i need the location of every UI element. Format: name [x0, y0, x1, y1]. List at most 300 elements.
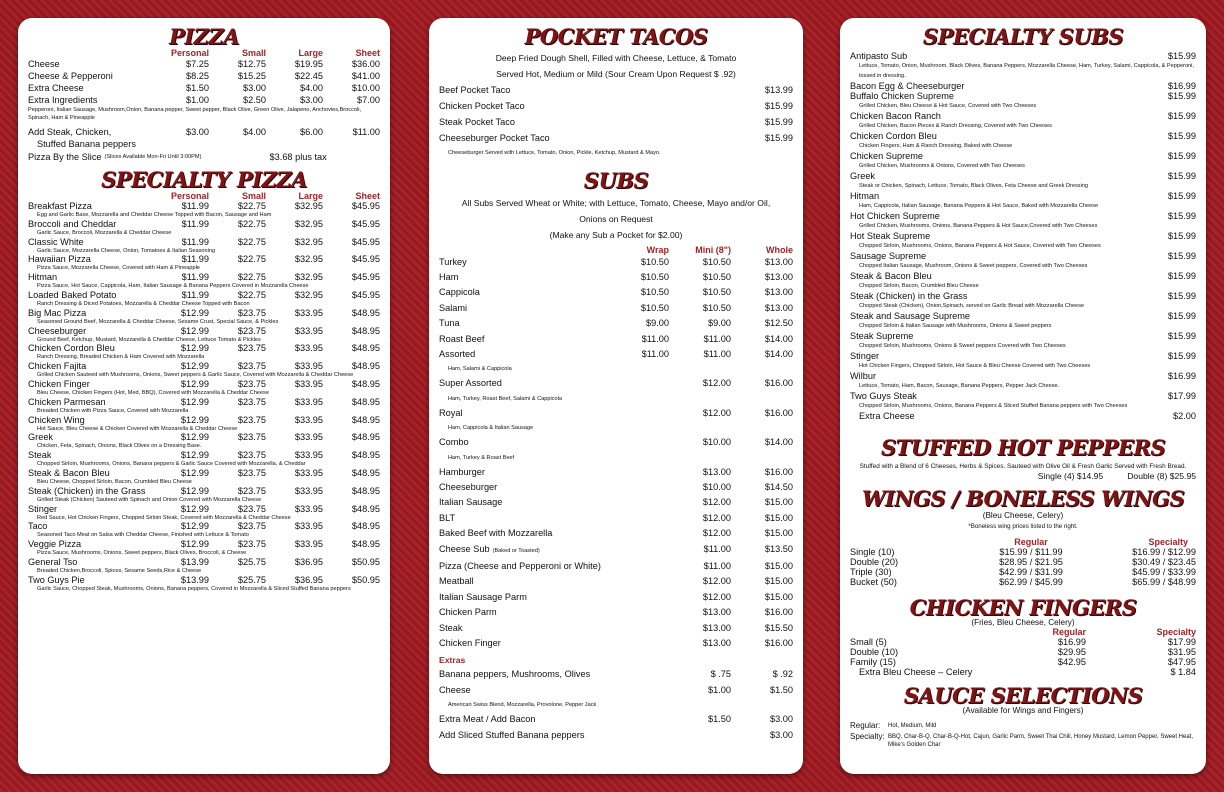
price: $33.95: [294, 325, 323, 336]
sub-row: [439, 285, 793, 300]
price: $33.95: [294, 467, 323, 478]
item-label: Salami: [439, 302, 468, 313]
price: $36.95: [294, 556, 323, 567]
item-name: Sausage Supreme: [850, 251, 927, 261]
taco-row: [439, 82, 793, 98]
item-name: [439, 636, 607, 651]
item-description: Grilled Chicken, Mushrooms, Onions, Banana Peppers & Hot Sauce,Covered with Two Cheeses: [859, 223, 1098, 229]
fingers-extra-price: $ 1.84: [1170, 667, 1196, 677]
item-name: [439, 605, 607, 620]
pocket-tacos-title: POCKET TACOS: [524, 24, 708, 49]
sub-row: [439, 728, 793, 743]
regular-price: $42.99 / $31.99: [999, 567, 1063, 577]
price: $3.00: [243, 83, 266, 93]
taco-row: [439, 98, 793, 114]
specialty-price: $45.99 / $33.99: [1132, 567, 1196, 577]
price: $15.99: [764, 101, 793, 111]
item-name: Buffalo Chicken Supreme: [850, 91, 955, 101]
fingers-row: [850, 637, 1196, 647]
item-name: Double (10): [850, 647, 899, 657]
item-name: Extra Ingredients: [28, 95, 98, 105]
specialty-pizza-list: [28, 201, 380, 593]
item-name: Hawaiian Pizza: [28, 254, 91, 265]
item-description: Chopped Sirloin & Italian Sausage with Mushrooms, Onions & Sweet peppers: [859, 323, 1052, 329]
item-name: [439, 435, 607, 450]
price: [607, 667, 669, 682]
price: $11.00: [703, 543, 731, 554]
item-name: Hot Steak Supreme: [850, 231, 931, 241]
item-name: Veggie Pizza: [28, 539, 82, 550]
item-name: [439, 465, 607, 480]
header-large: Large: [298, 191, 323, 201]
item-description: Hot Sauce, Bleu Cheese & Chicken Covered with Mozzarella & Cheddar Cheese: [37, 425, 238, 432]
slice-note: (Slices Available Mon-Fri Until 3:00PM): [104, 154, 202, 160]
addon-name: Add Steak, Chicken,: [28, 127, 112, 137]
price: $11.99: [181, 236, 209, 247]
price: $10.50: [640, 256, 669, 267]
item-name: Steak: [28, 450, 52, 461]
single-price: Single (4) $14.95: [1037, 471, 1104, 481]
specialty-sub-row: [850, 111, 1196, 121]
pizza-title: PIZZA: [168, 24, 240, 49]
price: $23.75: [237, 361, 266, 372]
pizza-row: [28, 70, 380, 82]
specialty-pizza-row: [28, 290, 380, 301]
price: $12.50: [764, 318, 793, 329]
item-name: Chicken Fajita: [28, 361, 87, 372]
price: [607, 376, 669, 391]
price: $12.99: [180, 539, 209, 550]
price: $22.75: [237, 201, 266, 211]
price: $6.00: [300, 127, 323, 137]
wings-headers: [850, 538, 1196, 547]
item-description: Lettuce, Tomato, Ham, Bacon, Sausage, Banana Peppers, Pepper Jack Cheese.: [859, 383, 1060, 389]
regular-price: $16.99: [1057, 637, 1086, 647]
price: $22.75: [237, 272, 266, 283]
specialty-pizza-row: [28, 486, 380, 497]
specialty-pizza-row: [28, 539, 380, 550]
item-name: Steak (Chicken) in the Grass: [850, 291, 968, 301]
specialty-pizza-row: [28, 326, 380, 337]
price: $32.95: [294, 236, 323, 247]
item-description: Chicken, Feta, Spinach, Onions, Black Olives on a Dressing Base.: [37, 443, 202, 450]
price: $33.95: [294, 396, 323, 407]
subs-intro-3: (Make any Sub a Pocket for $2.00): [549, 229, 683, 240]
item-name: Small (5): [850, 637, 887, 647]
price: $15.99: [1167, 291, 1196, 301]
header-large: Large: [298, 48, 323, 58]
specialty-price: $47.95: [1167, 657, 1196, 667]
tacos-intro-2: Served Hot, Medium or Mild (Sour Cream Upon Request $ .92): [496, 69, 736, 79]
item-description: Breaded Chicken,Broccoli, Spices, Sesame Seeds,Rice & Cheese: [37, 567, 202, 574]
specialty-sub-row: [850, 211, 1196, 221]
addon-row: [28, 126, 380, 138]
price: $11.99: [181, 201, 209, 211]
specialty-sub-row: [850, 171, 1196, 181]
sub-row: [439, 683, 793, 698]
price: $16.00: [764, 466, 793, 477]
price: $48.95: [351, 485, 380, 496]
item-label: Cheese: [439, 684, 471, 695]
price: $15.99: [1167, 91, 1196, 101]
price: $16.99: [1167, 81, 1196, 91]
price: $10.00: [351, 83, 380, 93]
sauces-specialty: [850, 732, 1196, 749]
item-description: Chopped Sirloin, Mushrooms, Onions & Sweet peppers Covered with Two Cheeses: [859, 343, 1066, 349]
item-name: Breakfast Pizza: [28, 201, 92, 211]
price: $15.25: [237, 71, 266, 81]
price: $33.95: [294, 503, 323, 514]
price: $12.99: [180, 307, 209, 318]
price: [607, 590, 669, 605]
price: $12.75: [237, 59, 266, 69]
tacos-intro-1: Deep Fried Dough Shell, Filled with Cheese, Lettuce, & Tomato: [495, 53, 737, 63]
price: $48.95: [351, 343, 380, 354]
price: $15.99: [1167, 131, 1196, 141]
subs-list: [439, 255, 793, 652]
price: $16.00: [764, 407, 793, 418]
price: [607, 559, 669, 574]
price: $33.95: [294, 521, 323, 532]
price: $12.99: [180, 325, 209, 336]
price: $13.00: [764, 271, 793, 282]
item-name: Hitman: [850, 191, 880, 201]
sub-row: [439, 347, 793, 362]
wings-row: [850, 567, 1196, 577]
specialty-price: $65.99 / $48.99: [1132, 577, 1196, 587]
item-name: [439, 712, 607, 727]
item-label: Tuna: [439, 318, 460, 329]
price: $33.95: [294, 432, 323, 443]
regular-price: $15.99 / $11.99: [999, 547, 1063, 557]
price: $45.95: [351, 201, 380, 211]
price: $15.99: [1167, 191, 1196, 201]
price: $12.00: [702, 528, 731, 539]
sauces-regular: [850, 721, 1196, 731]
specialty-sub-row: [850, 251, 1196, 261]
item-name: [439, 590, 607, 605]
wings-list: [850, 547, 1196, 587]
item-name: Two Guys Steak: [850, 391, 917, 401]
specialty-pizza-row: [28, 397, 380, 408]
price: $11.00: [703, 348, 731, 359]
price: $23.75: [237, 539, 266, 550]
price: $36.95: [294, 574, 323, 585]
item-name: [439, 406, 607, 421]
price: $16.99: [1167, 371, 1196, 381]
wings-row: [850, 577, 1196, 587]
item-name: Chicken Pocket Taco: [439, 101, 525, 111]
price: $14.00: [764, 348, 793, 359]
price: $11.99: [181, 218, 209, 229]
price: $3.00: [770, 714, 793, 725]
item-name: Cheeseburger: [28, 325, 87, 336]
item-name: Cheese: [28, 59, 60, 69]
specialty-subs-list: [850, 51, 1196, 411]
price: [607, 526, 669, 541]
item-label: Chicken Finger: [439, 638, 501, 649]
item-label: Italian Sausage Parm: [439, 591, 527, 602]
price: $33.95: [294, 378, 323, 389]
header-small: Small: [241, 191, 266, 201]
price: [607, 712, 669, 727]
item-label: Cheese Sub: [439, 543, 490, 554]
item-label: Turkey: [439, 256, 467, 267]
item-name: Taco: [28, 521, 48, 532]
price: $13.00: [764, 302, 793, 313]
price: $15.99: [1167, 351, 1196, 361]
specialty-sub-row: [850, 291, 1196, 301]
price: $12.99: [180, 485, 209, 496]
price: $33.95: [294, 361, 323, 372]
item-name: [439, 559, 607, 574]
sub-row: [439, 435, 793, 450]
price: [607, 465, 669, 480]
price: $32.95: [294, 289, 323, 300]
item-description: Garlic Sauce, Chopped Steak, Mushrooms, Onions, Banana peppers, Covered in Mozzarella & Sliced Stuffed Banana peppers: [37, 585, 351, 592]
wings-note: *Boneless wing prices listed to the right.: [968, 523, 1078, 530]
item-name: Cheese & Pepperoni: [28, 71, 113, 81]
item-label: Combo: [439, 437, 469, 448]
specialty-sub-row: [850, 311, 1196, 321]
price: $11.99: [181, 289, 209, 300]
price: $22.75: [237, 289, 266, 300]
item-name: Beef Pocket Taco: [439, 85, 511, 95]
item-name: Chicken Bacon Ranch: [850, 111, 941, 121]
price: $48.95: [351, 307, 380, 318]
price: $10.50: [640, 302, 669, 313]
price: $48.95: [351, 539, 380, 550]
price: $12.99: [180, 343, 209, 354]
item-name: Single (10): [850, 547, 895, 557]
specialty-pizza-row: [28, 379, 380, 390]
price: $15.00: [764, 497, 793, 508]
price: $11.99: [181, 272, 209, 283]
item-description: Chopped Steak (Chicken), Onion,Spinach, served on Garlic Bread with Mozzarella Cheese: [859, 303, 1085, 309]
fingers-row: [850, 657, 1196, 667]
price: $3.00: [300, 95, 323, 105]
price: $13.99: [180, 574, 209, 585]
header-whole: Whole: [766, 244, 793, 255]
fingers-extra-label: Extra Bleu Cheese – Celery: [859, 667, 973, 677]
item-name: [439, 316, 607, 331]
sub-row: [439, 559, 793, 574]
fingers-sub: (Fries, Bleu Cheese, Celery): [971, 618, 1075, 627]
item-name: Greek: [28, 432, 54, 443]
price: $4.00: [243, 127, 266, 137]
price: $15.99: [764, 117, 793, 127]
fingers-title: CHICKEN FINGERS: [909, 595, 1137, 620]
price: $23.75: [237, 450, 266, 461]
price: [607, 406, 669, 421]
price: $22.45: [294, 71, 323, 81]
taco-row: [439, 130, 793, 146]
item-name: [439, 347, 607, 362]
price: $15.99: [1167, 151, 1196, 161]
sub-row: [439, 636, 793, 651]
sub-row: [439, 376, 793, 391]
item-description: Pizza Sauce, Mozzarella Cheese, Covered with Ham & Pineapple: [37, 265, 200, 272]
item-description: American Swiss Blend, Mozzarella, Provolone, Pepper Jack: [448, 702, 597, 709]
slice-row: [28, 151, 380, 163]
price: $12.99: [180, 414, 209, 425]
ingredients-note: Pepperoni, Italian Sausage, Mushroom,Onion, Banana pepper, Sweet pepper, Black Olive, Green Olive, Jalapeno, Anchovies,Broccoli, Spinach, Ham & Pineapple: [28, 107, 362, 121]
price: $13.99: [180, 556, 209, 567]
specialty-sub-row: [850, 351, 1196, 361]
item-name: Greek: [850, 171, 876, 181]
sub-row: [439, 526, 793, 541]
price: $13.00: [764, 287, 793, 298]
price: $2.50: [243, 95, 266, 105]
item-name: Chicken Finger: [28, 378, 90, 389]
item-description: Grilled Chicken, Mushrooms & Onions, Covered with Two Cheeses: [859, 163, 1025, 169]
specialty-sub-row: [850, 151, 1196, 161]
item-name: Hitman: [28, 272, 58, 283]
price: $11.00: [703, 333, 731, 344]
item-description: Garlic Sauce, Mozzarella Cheese, Onion, Tomatoes & Italian Seasoning: [37, 247, 216, 254]
price: $14.00: [764, 333, 793, 344]
item-description: Seasoned Ground Beef, Mozzarella & Cheddar Cheese, Sesame Crust, Special Sauce, & Pickles: [37, 318, 279, 325]
price: $23.75: [237, 325, 266, 336]
price: $12.99: [180, 378, 209, 389]
item-name: [439, 285, 607, 300]
specialty-pizza-row: [28, 521, 380, 532]
specialty-pizza-headers: [28, 191, 380, 201]
item-label: BLT: [439, 512, 456, 523]
price: $15.99: [1167, 331, 1196, 341]
item-description: Grilled Steak (Chicken) Sauteed with Spinach and Onion Covered with Mozzarella Cheese: [37, 496, 262, 503]
price: [607, 683, 669, 698]
tacos-subs-panel: [429, 18, 803, 774]
stuffed-peppers-desc: Stuffed with a Blend of 6 Cheeses, Herbs & Spices. Sauteed with Olive Oil & Fresh Garlic Served with Fresh Bread.: [859, 463, 1187, 470]
taco-row: [439, 114, 793, 130]
item-name: Chicken Cordon Bleu: [28, 343, 115, 354]
price: $1.00: [708, 684, 731, 695]
price: $13.00: [702, 638, 731, 649]
price: $10.50: [640, 287, 669, 298]
slice-label: Pizza By the Slice: [28, 152, 102, 162]
price: $12.99: [180, 432, 209, 443]
price: $15.50: [764, 622, 793, 633]
price: $32.95: [294, 201, 323, 211]
item-label: Ham: [439, 271, 459, 282]
sub-row: [439, 495, 793, 510]
item-description: Chopped Sirloin, Mushrooms, Onions, Banana Peppers & Sliced Stuffed Banana peppers with Two Cheeses: [859, 403, 1128, 409]
item-name: Stinger: [28, 503, 58, 514]
specialty-price: $30.49 / $23.45: [1132, 557, 1196, 567]
price: $7.25: [186, 59, 209, 69]
specialty-price: $31.95: [1167, 647, 1196, 657]
extras-list: [439, 667, 793, 743]
price: $11.00: [641, 348, 669, 359]
item-name: [439, 526, 607, 541]
item-label: Meatball: [439, 576, 474, 587]
price: $12.99: [180, 361, 209, 372]
specialty-subs-panel: [840, 18, 1206, 774]
extras-label: Extras: [439, 655, 466, 666]
item-name: Chicken Supreme: [850, 151, 924, 161]
regular-price: $29.95: [1057, 647, 1086, 657]
specialty-sub-row: [850, 191, 1196, 201]
item-name: Steak Supreme: [850, 331, 914, 341]
item-name: Chicken Cordon Bleu: [850, 131, 937, 141]
price: $16.00: [764, 638, 793, 649]
price: [607, 636, 669, 651]
item-description: Ham, Turkey & Roast Beef: [448, 454, 515, 461]
price: [607, 605, 669, 620]
price: $12.00: [702, 378, 731, 389]
specialty-sub-row: [850, 131, 1196, 141]
sub-row: [439, 621, 793, 636]
specialty-price: $16.99 / $12.99: [1132, 547, 1196, 557]
price: $10.50: [702, 256, 731, 267]
specialty-pizza-row: [28, 415, 380, 426]
price: $13.50: [764, 543, 793, 554]
item-description: Ranch Dressing & Diced Potatoes, Mozzarella & Cheddar Cheese Topped with Bacon: [37, 300, 250, 307]
price: $33.95: [294, 485, 323, 496]
sub-row: [439, 574, 793, 589]
item-description: Ground Beef, Ketchup, Mustard, Mozzarella & Cheddar Cheese, Lettuce Tomato & Pickles: [37, 336, 261, 343]
item-name: Steak (Chicken) in the Grass: [28, 485, 146, 496]
item-name: [439, 495, 607, 510]
price: $15.99: [1167, 111, 1196, 121]
extra-cheese-price: $2.00: [1173, 411, 1196, 421]
specialty-sub-row: [850, 371, 1196, 381]
price: $45.95: [351, 289, 380, 300]
price: $4.00: [300, 83, 323, 93]
price: $15.00: [764, 591, 793, 602]
price: $9.00: [708, 318, 731, 329]
item-name: Stinger: [850, 351, 880, 361]
fingers-headers: [850, 628, 1196, 637]
item-name: [439, 683, 607, 698]
price: $1.50: [770, 684, 793, 695]
price: $32.95: [294, 254, 323, 265]
item-label: Cheeseburger: [439, 481, 498, 492]
subs-title: SUBS: [583, 167, 649, 193]
price: $3.00: [186, 127, 209, 137]
price: $1.00: [186, 95, 209, 105]
price: $48.95: [351, 325, 380, 336]
price: $41.00: [351, 71, 380, 81]
item-name: Hot Chicken Supreme: [850, 211, 940, 221]
item-note: (Baked or Toasted): [492, 547, 540, 554]
price: $12.00: [702, 576, 731, 587]
item-label: Italian Sausage: [439, 497, 503, 508]
specialty-sub-row: [850, 331, 1196, 341]
sub-row: [439, 712, 793, 727]
price: $15.99: [1167, 311, 1196, 321]
regular-price: $42.95: [1057, 657, 1086, 667]
item-description: Ham, Cappicola, Italian Sausage, Banana Peppers & Hot Sauce, Baked with Mozzarella Cheese: [859, 203, 1099, 209]
stuffed-peppers-title: STUFFED HOT PEPPERS: [880, 435, 1166, 460]
price: $33.95: [294, 539, 323, 550]
item-label: Super Assorted: [439, 378, 502, 389]
specialty-sub-row: [850, 231, 1196, 241]
sub-row: [439, 270, 793, 285]
price: [607, 480, 669, 495]
item-name: Bucket (50): [850, 577, 897, 587]
sub-row: [439, 667, 793, 682]
price: $10.00: [702, 437, 731, 448]
wings-title: WINGS / BONELESS WINGS: [861, 486, 1185, 511]
item-name: [439, 574, 607, 589]
price: $48.95: [351, 467, 380, 478]
header-sheet: Sheet: [355, 191, 380, 201]
wings-row: [850, 557, 1196, 567]
header-regular: Regular: [1052, 627, 1086, 637]
specialty-pizza-row: [28, 343, 380, 354]
